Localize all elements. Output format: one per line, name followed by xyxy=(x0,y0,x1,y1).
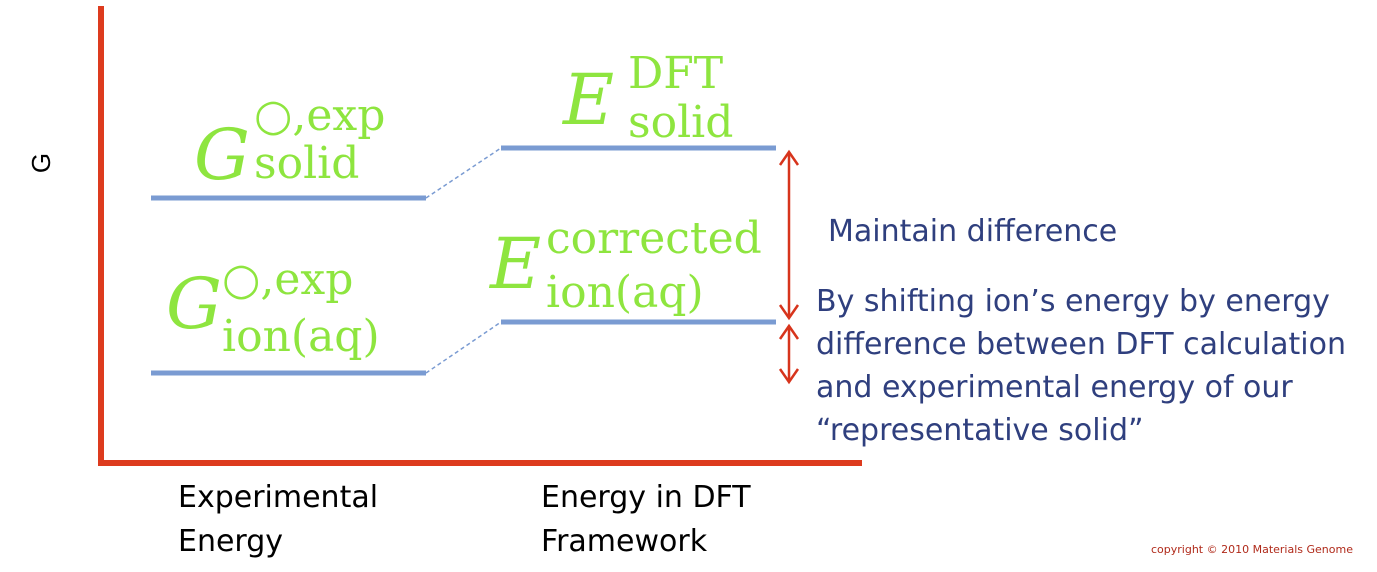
label-g-ion: G ○,exp ion(aq) xyxy=(166,254,380,362)
category-experimental-line-2: Energy xyxy=(178,524,284,559)
note-explanation-line-4: “representative solid” xyxy=(816,413,1144,448)
category-dft xyxy=(541,476,751,564)
note-explanation-line-3: and experimental energy of our xyxy=(816,370,1293,405)
category-dft-line-2: Framework xyxy=(541,524,708,559)
note-explanation-line-2: difference between DFT calculation xyxy=(816,327,1346,362)
note-explanation xyxy=(816,280,1346,452)
label-g-solid: G ○,exp solid xyxy=(194,90,386,196)
category-dft-line-1: Energy in DFT xyxy=(541,480,751,515)
connector-solid xyxy=(426,148,501,198)
category-experimental-line-1: Experimental xyxy=(178,480,379,515)
note-explanation-line-1: By shifting ion’s energy by energy xyxy=(816,284,1330,319)
y-axis-label: G xyxy=(26,152,56,174)
category-experimental xyxy=(178,476,378,564)
label-e-corrected: E corrected ion(aq) xyxy=(490,213,762,318)
connector-ion xyxy=(426,322,501,373)
copyright-notice: copyright © 2010 Materials Genome xyxy=(1151,543,1353,556)
arrow-shift xyxy=(780,326,798,382)
label-e-dft: E DFT solid xyxy=(563,48,734,148)
arrow-maintain-difference xyxy=(780,152,798,318)
note-maintain-difference: Maintain difference xyxy=(828,214,1118,249)
